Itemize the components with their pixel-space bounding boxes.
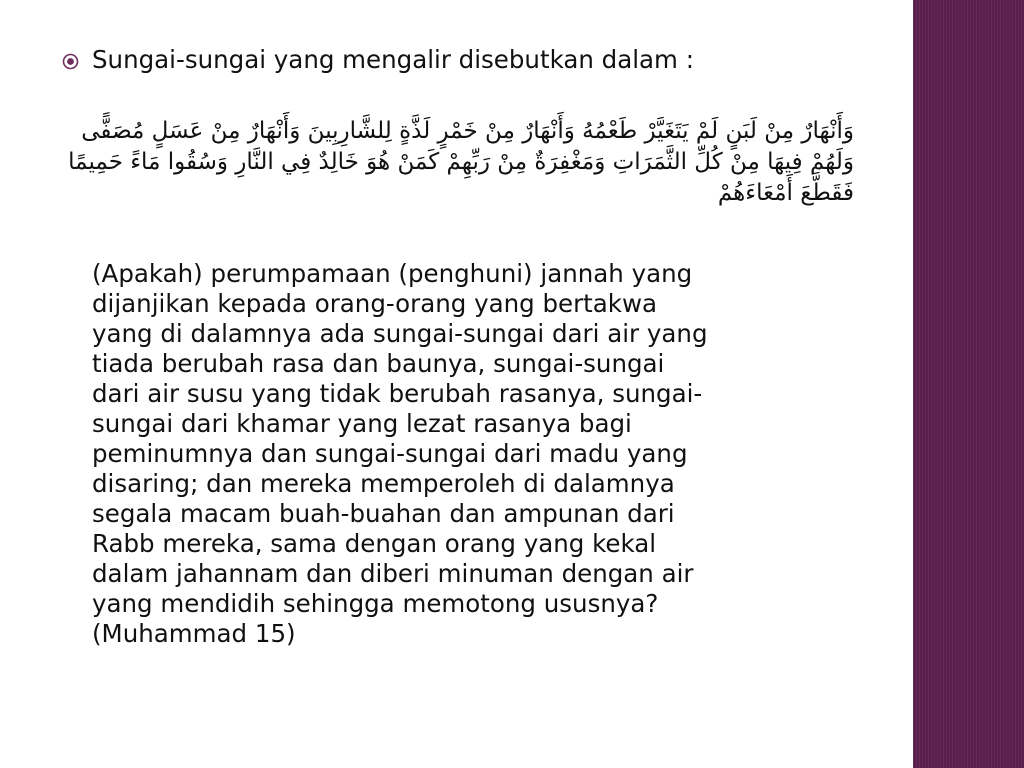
translation-line: dari air susu yang tidak berubah rasanya, sungai- bbox=[92, 379, 703, 408]
arabic-verse: وَأَنْهَارٌ مِنْ لَبَنٍ لَمْ يَتَغَيَّرْ طَعْمُهُ وَأَنْهَارٌ مِنْ خَمْرٍ لَذَّةٍ لِلشَّارِبِينَ وَأَنْهَارٌ مِنْ عَسَلٍ مُصَفًّى وَلَهُمْ فِيهَا مِنْ كُلِّ الثَّمَرَاتِ وَمَغْفِرَةٌ مِنْ رَبِّهِمْ كَمَنْ هُوَ خَالِدٌ فِي النَّارِ وَسُقُوا مَاءً حَمِيمًا فَقَطَّعَ أَمْعَاءَهُمْ bbox=[68, 118, 854, 206]
translation-line: yang di dalamnya ada sungai-sungai dari air yang bbox=[92, 319, 708, 348]
translation-line: (Apakah) perumpamaan (penghuni) jannah yang bbox=[92, 259, 693, 288]
translation-line: Rabb mereka, sama dengan orang yang kekal bbox=[92, 529, 657, 558]
translation-text bbox=[92, 259, 852, 649]
translation-line: disaring; dan mereka memperoleh di dalamnya bbox=[92, 469, 675, 498]
translation-line: segala macam buah-buahan dan ampunan dari bbox=[92, 499, 675, 528]
circle-bullet-icon bbox=[62, 53, 79, 70]
translation-line: (Muhammad 15) bbox=[92, 619, 296, 648]
translation-line: dijanjikan kepada orang-orang yang bertakwa bbox=[92, 289, 658, 318]
translation-line: sungai dari khamar yang lezat rasanya bagi bbox=[92, 409, 632, 438]
slide-heading: Sungai-sungai yang mengalir disebutkan dalam : bbox=[92, 45, 694, 74]
translation-line: peminumnya dan sungai-sungai dari madu yang bbox=[92, 439, 688, 468]
decorative-sidebar bbox=[913, 0, 1024, 768]
translation-line: dalam jahannam dan diberi minuman dengan air bbox=[92, 559, 694, 588]
translation-line: tiada berubah rasa dan baunya, sungai-sungai bbox=[92, 349, 665, 378]
translation-line: yang mendidih sehingga memotong ususnya? bbox=[92, 589, 659, 618]
